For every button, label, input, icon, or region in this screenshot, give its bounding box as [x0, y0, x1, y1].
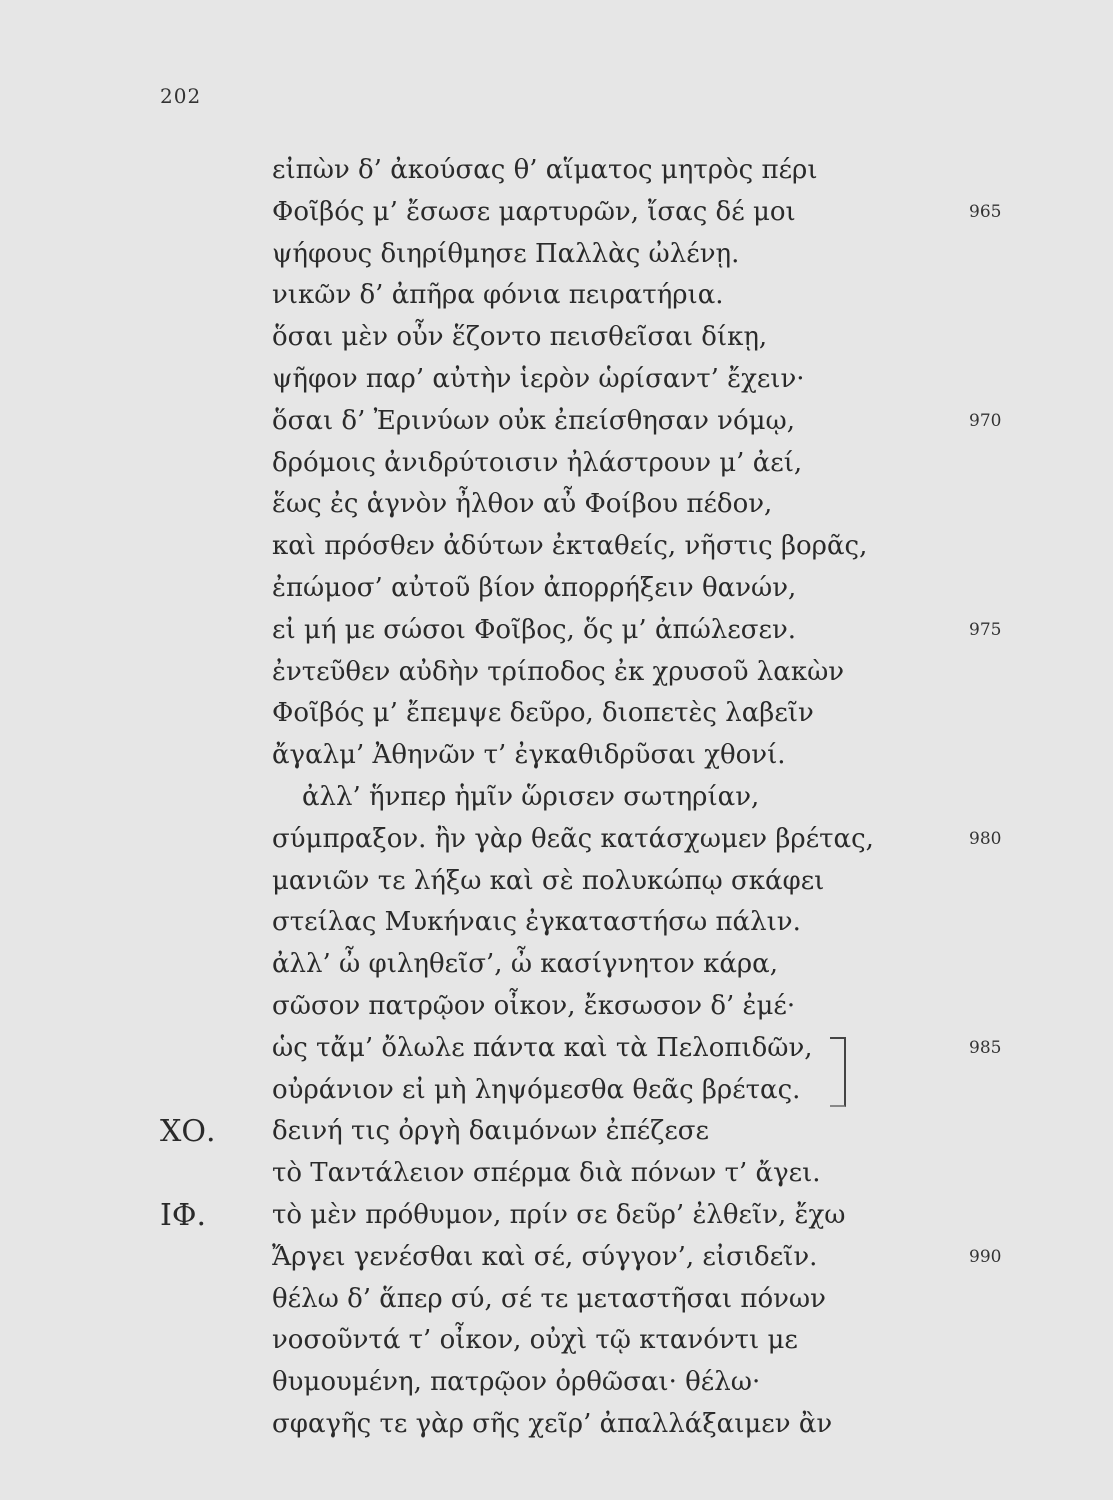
verse-text: σύμπραξον. ἢν γὰρ θεᾶς κατάσχωμεν βρέτας,: [272, 823, 874, 854]
verse-block: [0, 150, 1113, 1446]
line-number: 985: [969, 1037, 1002, 1058]
verse-line: [0, 944, 1113, 986]
verse-line: [0, 1195, 1113, 1237]
line-number: 965: [969, 201, 1002, 222]
verse-text: θυμουμένη, πατρῷον ὀρθῶσαι· θέλω·: [272, 1367, 761, 1398]
verse-text: Ἄργει γενέσθαι καὶ σέ, σύγγον’, εἰσιδεῖν.: [272, 1241, 818, 1272]
verse-text: καὶ πρόσθεν ἀδύτων ἐκταθείς, νῆστις βορᾶς,: [272, 531, 868, 562]
verse-text: Φοῖβός μ’ ἔπεμψε δεῦρο, διοπετὲς λαβεῖν: [272, 698, 814, 729]
verse-line: [0, 735, 1113, 777]
verse-text: ὅσαι μὲν οὖν ἕζοντο πεισθεῖσαι δίκῃ,: [272, 322, 768, 353]
verse-text: σῶσον πατρῷον οἶκον, ἔκσωσον δ’ ἐμέ·: [272, 990, 796, 1021]
verse-text: δεινή τις ὀργὴ δαιμόνων ἐπέζεσε: [272, 1116, 710, 1147]
verse-text: Φοῖβός μ’ ἔσωσε μαρτυρῶν, ἴσας δέ μοι: [272, 196, 796, 227]
verse-text: ψῆφον παρ’ αὐτὴν ἱερὸν ὡρίσαντ’ ἔχειν·: [272, 363, 805, 394]
verse-line: [0, 484, 1113, 526]
verse-line: [0, 1279, 1113, 1321]
line-number: 975: [969, 619, 1002, 640]
verse-text: ἀλλ’ ὦ φιληθεῖσ’, ὦ κασίγνητον κάρα,: [272, 949, 778, 980]
verse-text: στείλας Μυκήναις ἐγκαταστήσω πάλιν.: [272, 907, 801, 938]
verse-line: [0, 150, 1113, 192]
line-number: 980: [969, 828, 1002, 849]
verse-text: εἰ μή με σώσοι Φοῖβος, ὅς μ’ ἀπώλεσεν.: [272, 614, 797, 645]
verse-text: οὐράνιον εἰ μὴ ληψόμεσθα θεᾶς βρέτας.: [272, 1074, 801, 1105]
verse-line: [0, 275, 1113, 317]
verse-line: [0, 986, 1113, 1028]
verse-text: ὅσαι δ’ Ἐρινύων οὐκ ἐπείσθησαν νόμῳ,: [272, 405, 795, 436]
verse-text: ὡς τἄμ’ ὄλωλε πάντα καὶ τὰ Πελοπιδῶν,: [272, 1032, 813, 1063]
verse-line: [0, 1153, 1113, 1195]
verse-line: [0, 693, 1113, 735]
verse-text: εἰπὼν δ’ ἀκούσας θ’ αἵματος μητρὸς πέρι: [272, 155, 818, 185]
line-number: 990: [969, 1246, 1002, 1267]
verse-text: τὸ Ταντάλειον σπέρμα διὰ πόνων τ’ ἄγει.: [272, 1158, 821, 1189]
verse-line: [0, 443, 1113, 485]
verse-text: νικῶν δ’ ἀπῆρα φόνια πειρατήρια.: [272, 280, 724, 311]
verse-text: ἀλλ’ ἥνπερ ἡμῖν ὥρισεν σωτηρίαν,: [302, 781, 760, 812]
verse-line: [0, 902, 1113, 944]
page-number: 202: [160, 84, 202, 108]
verse-text: ἄγαλμ’ Ἀθηνῶν τ’ ἐγκαθιδρῦσαι χθονί.: [272, 740, 786, 771]
verse-line: [0, 610, 1113, 652]
verse-text: ἐπώμοσ’ αὐτοῦ βίον ἀπορρήξειν θανών,: [272, 572, 797, 603]
verse-line: [0, 1111, 1113, 1153]
verse-line: [0, 1320, 1113, 1362]
verse-text: ἐντεῦθεν αὐδὴν τρίποδος ἐκ χρυσοῦ λακὼν: [272, 656, 845, 687]
editorial-bracket: [830, 1037, 846, 1107]
verse-line: [0, 1028, 1113, 1070]
verse-text: ψήφους διηρίθμησε Παλλὰς ὠλένῃ.: [272, 238, 740, 269]
verse-line: [0, 359, 1113, 401]
verse-text: δρόμοις ἀνιδρύτοισιν ἠλάστρουν μ’ ἀεί,: [272, 447, 803, 478]
verse-text: ἕως ἐς ἁγνὸν ἦλθον αὖ Φοίβου πέδον,: [272, 489, 773, 520]
verse-line: [0, 1362, 1113, 1404]
verse-line: [0, 317, 1113, 359]
verse-line: [0, 1070, 1113, 1112]
verse-line: [0, 234, 1113, 276]
verse-line: [0, 652, 1113, 694]
verse-line: [0, 192, 1113, 234]
verse-line: [0, 401, 1113, 443]
verse-line: [0, 568, 1113, 610]
speaker-label: ΧΟ.: [160, 1114, 216, 1150]
verse-text: μανιῶν τε λήξω καὶ σὲ πολυκώπῳ σκάφει: [272, 865, 825, 896]
verse-line: [0, 777, 1113, 819]
verse-line: [0, 819, 1113, 861]
line-number: 970: [969, 410, 1002, 431]
verse-text: θέλω δ’ ἅπερ σύ, σέ τε μεταστῆσαι πόνων: [272, 1283, 826, 1314]
verse-line: [0, 861, 1113, 903]
verse-line: [0, 1237, 1113, 1279]
verse-text: σφαγῆς τε γὰρ σῆς χεῖρ’ ἀπαλλάξαιμεν ἂν: [272, 1408, 833, 1439]
verse-line: [0, 526, 1113, 568]
speaker-label: ΙΦ.: [160, 1197, 206, 1233]
verse-text: νοσοῦντά τ’ οἶκον, οὐχὶ τῷ κτανόντι με: [272, 1325, 798, 1356]
verse-line: [0, 1404, 1113, 1446]
verse-text: τὸ μὲν πρόθυμον, πρίν σε δεῦρ’ ἐλθεῖν, ἔχω: [272, 1199, 846, 1230]
